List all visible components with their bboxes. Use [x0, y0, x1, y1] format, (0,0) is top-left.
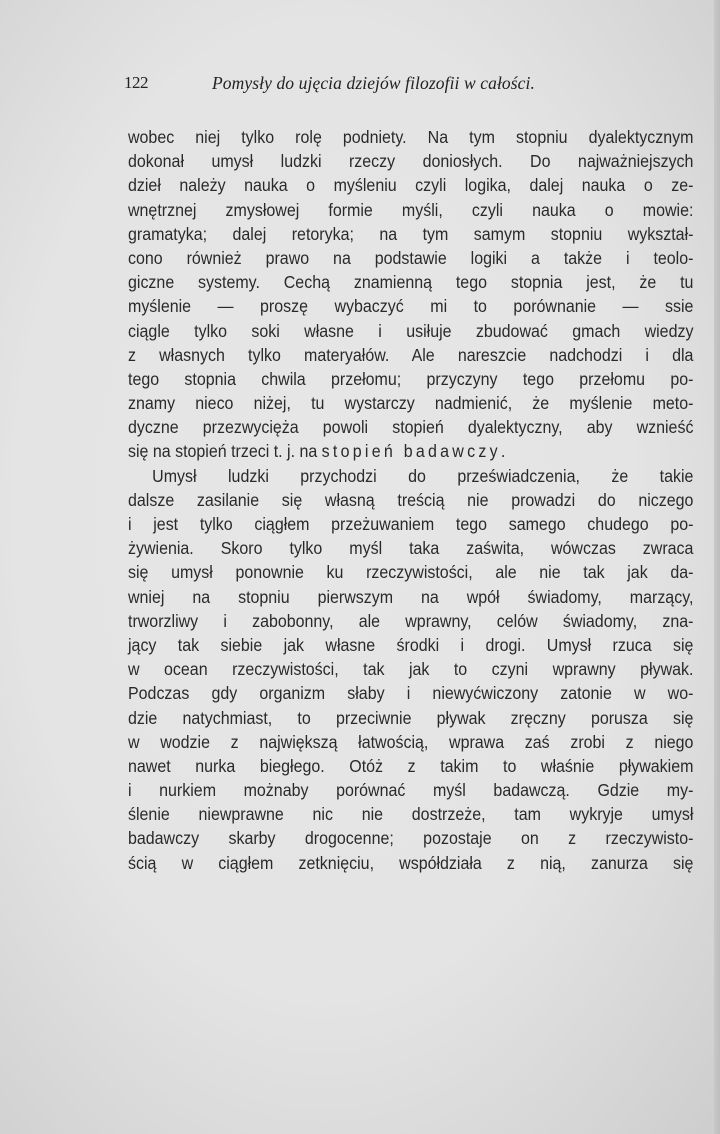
text-line-paragraph-start: Umysł ludzki przychodzi do przeświadczenia, że takie: [152, 465, 694, 486]
text-segment: się na stopień trzeci t. j. na: [128, 441, 322, 462]
text-line: jący tak siebie jak własne środki i drogi. Umysł rzuca się: [128, 634, 694, 655]
text-line: dzie natychmiast, to przeciwnie pływak zręczny porusza się: [128, 707, 694, 728]
text-line: wnętrznej zmysłowej formie myśli, czyli nauka o mowie:: [128, 199, 694, 220]
text-line: żywienia. Skoro tylko myśl taka zaświta, wówczas zwraca: [128, 538, 694, 559]
text-line: i jest tylko ciągłem przeżuwaniem tego samego chudego po-: [128, 514, 694, 534]
text-line: znamy nieco niżej, tu wystarczy nadmienić, że myślenie meto-: [128, 393, 694, 414]
text-line: ciągle tylko soki własne i usiłuje zbudować gmach wiedzy: [128, 320, 694, 341]
text-line: dyczne przezwycięża powoli stopień dyalektyczny, aby wznieść: [128, 417, 694, 438]
text-line: z własnych tylko materyałów. Ale nareszcie nadchodzi i dla: [128, 344, 694, 365]
text-line: trworzliwy i zabobonny, ale wprawny, celów świadomy, zna-: [128, 610, 694, 631]
text-line: wobec niej tylko rolę podniety. Na tym stopniu dyalektycznym: [128, 127, 694, 147]
body-text: [128, 125, 694, 875]
text-line: dzieł należy nauka o myśleniu czyli logika, dalej nauka o ze-: [128, 175, 694, 196]
text-line: tego stopnia chwila przełomu; przyczyny tego przełomu po-: [128, 368, 694, 389]
text-line: dalsze zasilanie się własną treścią nie prowadzi do niczego: [128, 489, 694, 510]
text-line: i nurkiem możnaby porównać myśl badawczą. Gdzie my-: [128, 780, 694, 801]
text-line: w wodzie z największą łatwością, wprawa zaś zrobi z niego: [128, 731, 694, 752]
text-line-paragraph-end: [128, 439, 693, 463]
running-title: Pomysły do ujęcia dziejów filozofii w całości.: [212, 73, 535, 93]
text-line: w ocean rzeczywistości, tak jak to czyni wprawny pływak.: [128, 659, 694, 680]
text-line: wniej na stopniu pierwszym na wpół świadomy, marzący,: [128, 586, 694, 607]
text-line: myślenie — proszę wybaczyć mi to porównanie — ssie: [128, 296, 694, 317]
text-line: ścią w ciągłem zetknięciu, współdziała z nią, zanurza się: [128, 852, 694, 873]
text-line: badawczy skarby drogocenne; pozostaje on z rzeczywisto-: [128, 828, 694, 849]
text-line: gramatyka; dalej retoryka; na tym samym stopniu wykształ-: [128, 223, 694, 244]
page-number: 122: [124, 73, 148, 92]
text-line: ślenie niewprawne nic nie dostrzeże, tam wykryje umysł: [128, 804, 694, 825]
text-line: cono również prawo na podstawie logiki a także i teolo-: [128, 247, 694, 268]
emphasized-term: stopień badawczy: [321, 441, 501, 462]
text-segment: .: [500, 441, 506, 462]
text-line: nawet nurka biegłego. Otóż z takim to właśnie pływakiem: [128, 755, 694, 776]
text-line: Podczas gdy organizm słaby i niewyćwiczony zatonie w wo-: [128, 683, 694, 704]
text-line: się umysł ponownie ku rzeczywistości, ale nie tak jak da-: [128, 562, 694, 583]
page-header: [124, 73, 624, 97]
text-line: giczne systemy. Cechą znamienną tego stopnia jest, że tu: [128, 272, 694, 293]
text-line: dokonał umysł ludzki rzeczy doniosłych. Do najważniejszych: [128, 151, 694, 172]
